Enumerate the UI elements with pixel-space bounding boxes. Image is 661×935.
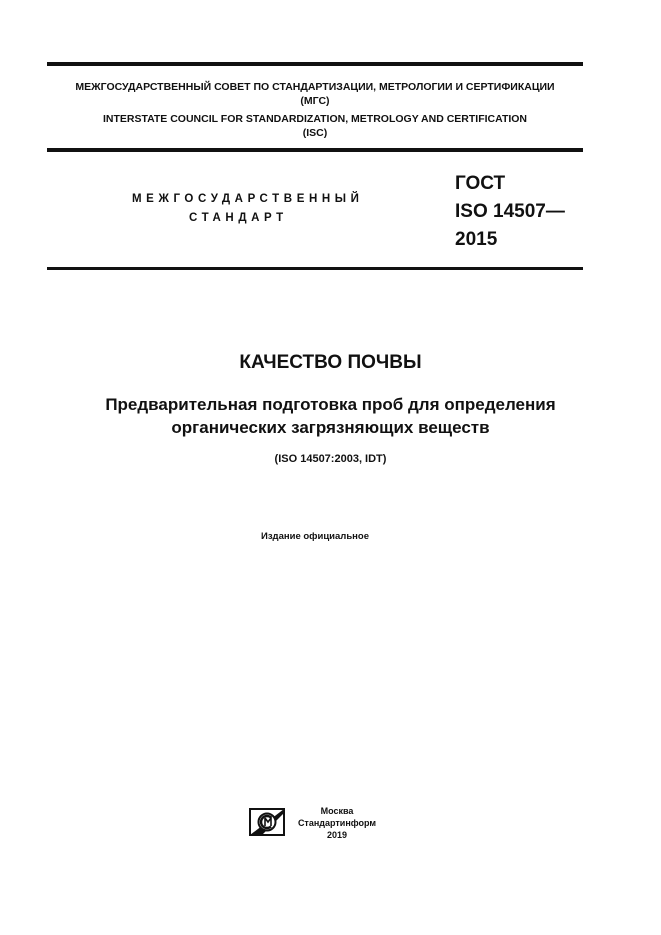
publisher-name: Стандартинформ xyxy=(297,818,377,828)
standard-type-line2: СТАНДАРТ xyxy=(189,212,288,224)
publisher-city: Москва xyxy=(320,806,354,816)
standartinform-logo-icon xyxy=(249,808,285,836)
publisher-block xyxy=(292,805,382,841)
council-abbr-en: (ISC) xyxy=(302,127,328,139)
iso-reference: (ISO 14507:2003, IDT) xyxy=(274,453,387,465)
document-title: КАЧЕСТВО ПОЧВЫ xyxy=(239,352,422,373)
gost-label: ГОСТ xyxy=(455,173,506,194)
council-name-ru: МЕЖГОСУДАРСТВЕННЫЙ СОВЕТ ПО СТАНДАРТИЗАЦИИ, МЕТРОЛОГИИ И СЕРТИФИКАЦИИ xyxy=(75,81,555,93)
council-abbr-ru: (МГС) xyxy=(300,95,330,107)
top-rule xyxy=(47,62,583,66)
publisher-year: 2019 xyxy=(326,830,348,840)
document-subtitle-line2: органических загрязняющих веществ xyxy=(171,418,490,437)
designation-divider-rule xyxy=(47,267,583,270)
edition-note: Издание официальное xyxy=(261,531,369,542)
gost-year: 2015 xyxy=(455,229,498,250)
header-divider-rule xyxy=(47,148,583,152)
council-name-en: INTERSTATE COUNCIL FOR STANDARDIZATION, METROLOGY AND CERTIFICATION xyxy=(102,113,528,125)
standard-type-line1: МЕЖГОСУДАРСТВЕННЫЙ xyxy=(132,193,364,205)
gost-designation xyxy=(455,170,565,254)
gost-number: ISO 14507— xyxy=(455,201,565,222)
document-subtitle-line1: Предварительная подготовка проб для определения xyxy=(105,395,556,414)
